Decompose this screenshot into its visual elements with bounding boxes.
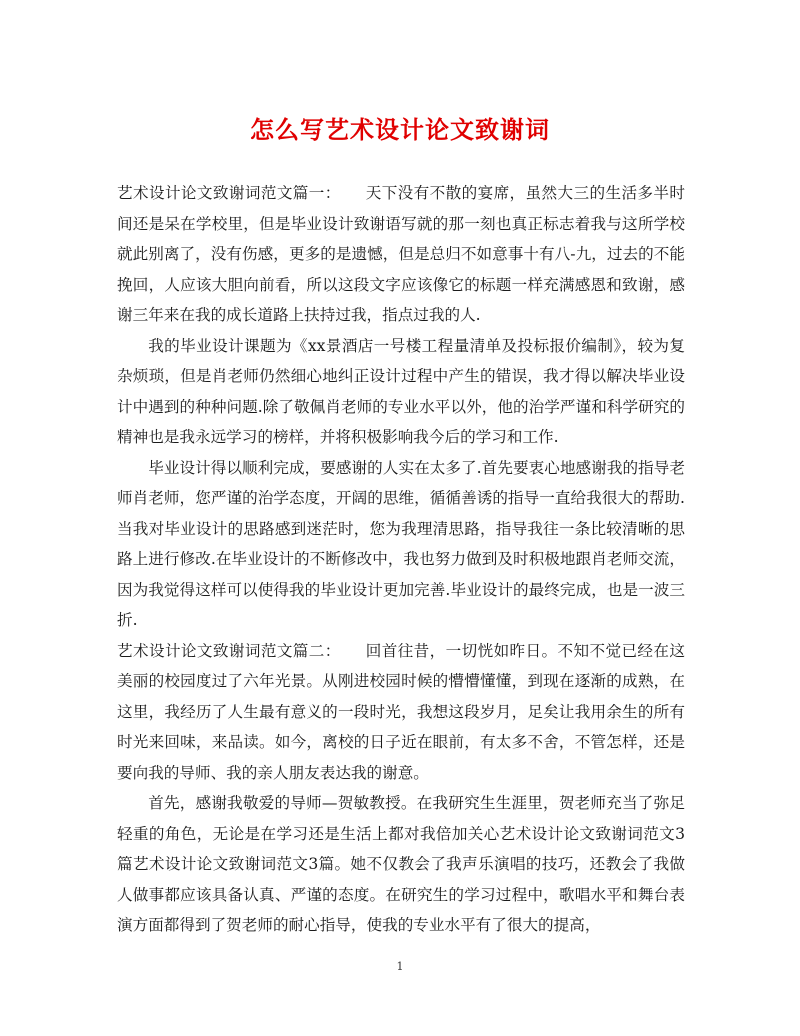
page-number: 1: [396, 960, 404, 973]
paragraph-text: 天下没有不散的宴席，虽然大三的生活多半时间还是呆在学校里，但是毕业设计致谢语写就的那一刻也真正标志着我与这所学校就此别离了，没有伤感，更多的是遗憾，但是总归不如意事十有八-九，过去的不能挽回，人应该大胆向前看，所以这段文字应该像它的标题一样充满感恩和致谢，感谢三年来在我的成长道路上扶持过我，指点过我的人.: [117, 184, 685, 324]
paragraph-text: 首先，感谢我敬爱的导师—贺敏教授。在我研究生生涯里，贺老师充当了弥足轻重的角色，无论是在学习还是生活上都对我倍加关心艺术设计论文致谢词范文3篇艺术设计论文致谢词范文3篇。她不仅教会了我声乐演唱的技巧，还教会了我做人做事都应该具备认真、严谨的态度。在研究生的学习过程中，歌唱水平和舞台表演方面都得到了贺老师的耐心指导，使我的专业水平有了很大的提高，: [117, 794, 685, 934]
paragraph-text: 我的毕业设计课题为《xx景酒店一号楼工程量清单及投标报价编制》，较为复杂烦琐，但是肖老师仍然细心地纠正设计过程中产生的错误，我才得以解决毕业设计中遇到的种种问题.除了敬佩肖老师的专业水平以外，他的治学严谨和科学研究的精神也是我永远学习的榜样，并将积极影响我今后的学习和工作.: [117, 336, 685, 446]
paragraph-text: 毕业设计得以顺利完成，要感谢的人实在太多了.首先要衷心地感谢我的指导老师肖老师，您严谨的治学态度，开阔的思维，循循善诱的指导一直给我很大的帮助.当我对毕业设计的思路感到迷茫时，您为我理清思路，指导我往一条比较清晰的思路上进行修改.在毕业设计的不断修改中，我也努力做到及时积极地跟肖老师交流，因为我觉得这样可以使得我的毕业设计更加完善.毕业设计的最终完成，也是一波三折.: [117, 458, 685, 629]
section-label-essay-one: 艺术设计论文致谢词范文篇一：: [117, 184, 341, 202]
paragraph-essay-one-intro: [117, 178, 685, 331]
document-body: [117, 178, 685, 941]
paragraph: [117, 331, 685, 453]
paragraph: [117, 453, 685, 636]
paragraph: [117, 788, 685, 941]
paragraph-essay-two-intro: [117, 636, 685, 789]
document-title: 怎么写艺术设计论文致谢词: [250, 115, 550, 144]
paragraph-text: 回首往昔，一切恍如昨日。不知不觉已经在这美丽的校园度过了六年光景。从刚进校园时候的懵懵懂懂，到现在逐渐的成熟，在这里，我经历了人生最有意义的一段时光，我想这段岁月，足矣让我用余生的所有时光来回味，来品读。如今，离校的日子近在眼前，有太多不舍，不管怎样，还是要向我的导师、我的亲人朋友表达我的谢意。: [117, 641, 685, 782]
section-label-essay-two: 艺术设计论文致谢词范文篇二：: [117, 641, 341, 660]
